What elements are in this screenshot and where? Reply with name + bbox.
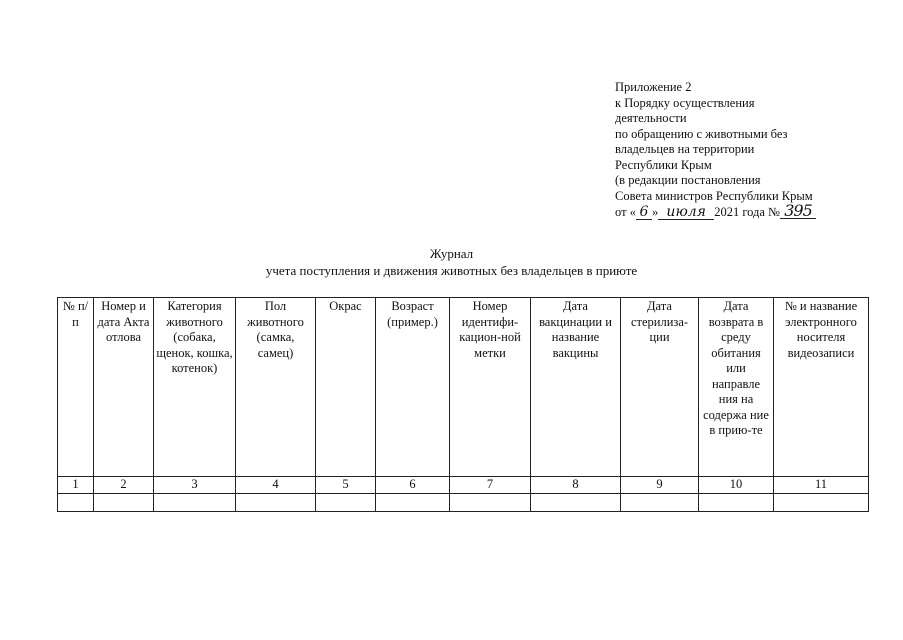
column-header: Дата вакцинации и название вакцины	[531, 298, 621, 477]
title-subheading: учета поступления и движения животных без владельцев в приюте	[265, 263, 638, 278]
column-header: Дата возврата в среду обитания или направле ния на содержа ние в прию-те	[699, 298, 774, 477]
title-heading: Журнал	[429, 246, 474, 261]
appendix-line: к Порядку осуществления	[615, 95, 755, 110]
resolution-date-line	[615, 201, 885, 221]
column-header: Дата стерилиза-ции	[621, 298, 699, 477]
column-number: 2	[94, 477, 154, 494]
empty-cell	[58, 494, 94, 512]
empty-cell	[450, 494, 531, 512]
header-row	[58, 298, 869, 477]
empty-cell	[621, 494, 699, 512]
column-number: 3	[154, 477, 236, 494]
date-prefix: от «	[615, 205, 636, 219]
empty-cell	[774, 494, 869, 512]
handwritten-number: 395	[780, 204, 816, 219]
column-number: 4	[236, 477, 316, 494]
column-header: Окрас	[316, 298, 376, 477]
column-number: 11	[774, 477, 869, 494]
column-header: Возраст (пример.)	[376, 298, 450, 477]
handwritten-day: 6	[636, 205, 652, 220]
appendix-line: Приложение 2	[615, 80, 692, 94]
column-number: 1	[58, 477, 94, 494]
column-header: Номер и дата Акта отлова	[94, 298, 154, 477]
empty-cell	[236, 494, 316, 512]
appendix-header	[615, 80, 885, 221]
empty-cell	[376, 494, 450, 512]
column-header: № п/п	[58, 298, 94, 477]
appendix-line: владельцев на территории	[615, 142, 755, 156]
column-number: 7	[450, 477, 531, 494]
date-quote-close: »	[651, 205, 659, 219]
date-year-text: 2021 года №	[714, 205, 780, 219]
appendix-line: Республики Крым	[615, 157, 712, 172]
column-header: Пол животного (самка, самец)	[236, 298, 316, 477]
column-number: 10	[699, 477, 774, 494]
column-header: № и название электронного носителя видеозаписи	[774, 298, 869, 477]
journal-title	[0, 245, 903, 279]
empty-cell	[94, 494, 154, 512]
column-header: Категория животного (собака, щенок, кошка, котенок)	[154, 298, 236, 477]
column-header: Номер идентифи-кацион-ной метки	[450, 298, 531, 477]
empty-cell	[699, 494, 774, 512]
column-number: 6	[376, 477, 450, 494]
empty-cell	[531, 494, 621, 512]
appendix-line: Совета министров Республики Крым	[615, 188, 813, 203]
column-number: 9	[621, 477, 699, 494]
handwritten-month: июля	[658, 205, 714, 220]
empty-cell	[316, 494, 376, 512]
empty-table-row	[58, 494, 869, 512]
appendix-line: по обращению с животными без	[615, 126, 788, 141]
column-number: 5	[316, 477, 376, 494]
appendix-line: (в редакции постановления	[615, 173, 761, 187]
appendix-line: деятельности	[615, 111, 687, 125]
column-number-row	[58, 477, 869, 494]
column-number: 8	[531, 477, 621, 494]
journal-table	[57, 297, 869, 512]
empty-cell	[154, 494, 236, 512]
